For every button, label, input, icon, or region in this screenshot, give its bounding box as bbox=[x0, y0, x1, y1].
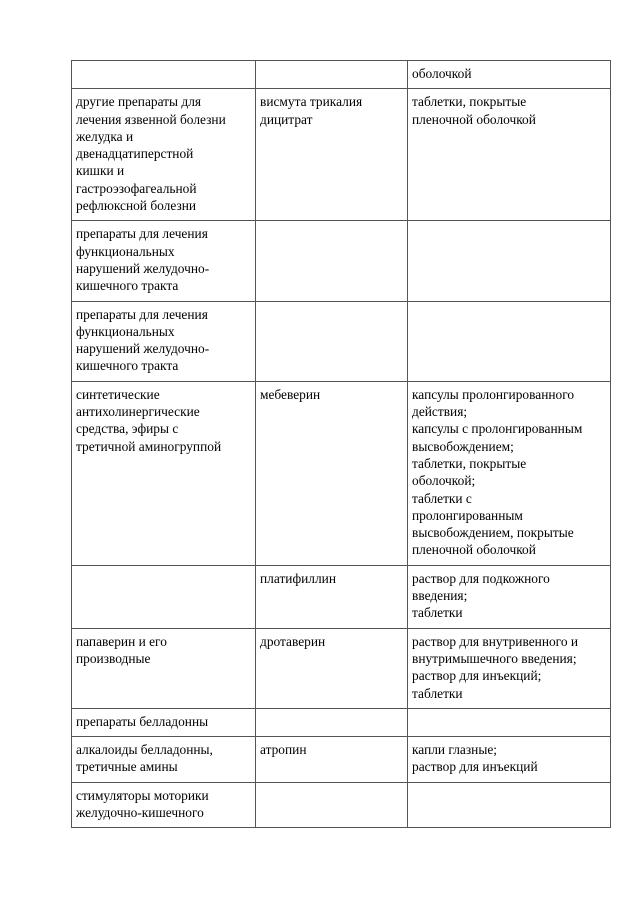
form-text-line: действия; bbox=[412, 404, 468, 420]
table-row bbox=[72, 708, 611, 736]
form-text-line: введения; bbox=[412, 588, 468, 604]
group-text-line: гастроэзофагеальной bbox=[76, 180, 197, 196]
group-text-line: препараты для лечения bbox=[76, 306, 208, 322]
atc-group-cell bbox=[72, 301, 256, 381]
form-text-line: высвобождением; bbox=[412, 438, 514, 454]
group-text-line: другие препараты для bbox=[76, 94, 202, 110]
atc-group-cell bbox=[72, 737, 256, 783]
drug-name-cell bbox=[256, 301, 408, 381]
drug-name-cell bbox=[256, 565, 408, 628]
atc-group-cell bbox=[72, 628, 256, 708]
group-text-line: антихолинергические bbox=[76, 404, 200, 420]
group-text-line: третичные амины bbox=[76, 759, 178, 775]
drug-name-cell bbox=[256, 381, 408, 565]
dosage-form-cell bbox=[408, 89, 611, 221]
form-text-line: раствор для инъекций bbox=[412, 759, 538, 775]
drug-text-line: атропин bbox=[260, 742, 307, 758]
dosage-form-cell bbox=[408, 782, 611, 828]
dosage-form-cell bbox=[408, 381, 611, 565]
table-row bbox=[72, 89, 611, 221]
dosage-form-cell bbox=[408, 708, 611, 736]
form-text-line: таблетки bbox=[412, 605, 463, 621]
group-text-line: функциональных bbox=[76, 243, 175, 259]
form-text-line: таблетки bbox=[412, 685, 463, 701]
table-row bbox=[72, 737, 611, 783]
group-text-line: кишечного тракта bbox=[76, 278, 179, 294]
dosage-form-cell bbox=[408, 301, 611, 381]
group-text-line: кишечного тракта bbox=[76, 358, 179, 374]
form-text-line: пленочной оболочкой bbox=[412, 542, 536, 558]
table-row bbox=[72, 782, 611, 828]
form-text-line: внутримышечного введения; bbox=[412, 650, 577, 666]
dosage-form-cell bbox=[408, 565, 611, 628]
group-text-line: желудочно-кишечного bbox=[76, 804, 204, 820]
drug-table bbox=[71, 60, 611, 828]
group-text-line: синтетические bbox=[76, 386, 160, 402]
group-text-line: лечения язвенной болезни bbox=[76, 111, 226, 127]
dosage-form-cell bbox=[408, 737, 611, 783]
form-text-line: капсулы пролонгированного bbox=[412, 386, 575, 402]
table-row bbox=[72, 221, 611, 301]
form-text-line: высвобождением, покрытые bbox=[412, 525, 574, 541]
form-text-line: таблетки, покрытые bbox=[412, 94, 527, 110]
group-text-line: нарушений желудочно- bbox=[76, 341, 210, 357]
atc-group-cell bbox=[72, 89, 256, 221]
form-text-line: капсулы с пролонгированным bbox=[412, 421, 583, 437]
group-text-line: кишки и bbox=[76, 163, 125, 179]
form-text-line: капли глазные; bbox=[412, 742, 497, 758]
group-text-line: алкалоиды белладонны, bbox=[76, 742, 213, 758]
table-row bbox=[72, 565, 611, 628]
group-text-line: нарушений желудочно- bbox=[76, 260, 210, 276]
table-row bbox=[72, 628, 611, 708]
form-text-line: пленочной оболочкой bbox=[412, 111, 536, 127]
form-text-line: таблетки, покрытые bbox=[412, 455, 527, 471]
group-text-line: желудка и bbox=[76, 128, 134, 144]
drug-name-cell bbox=[256, 782, 408, 828]
group-text-line: двенадцатиперстной bbox=[76, 146, 194, 162]
drug-name-cell bbox=[256, 628, 408, 708]
form-text-line: раствор для внутривенного и bbox=[412, 633, 579, 649]
drug-name-cell bbox=[256, 221, 408, 301]
table-row bbox=[72, 301, 611, 381]
group-text-line: стимуляторы моторики bbox=[76, 787, 209, 803]
group-text-line: функциональных bbox=[76, 323, 175, 339]
drug-text-line: дротаверин bbox=[260, 633, 326, 649]
dosage-form-cell bbox=[408, 628, 611, 708]
atc-group-cell bbox=[72, 381, 256, 565]
form-text-line: таблетки с bbox=[412, 490, 472, 506]
dosage-form-cell bbox=[408, 221, 611, 301]
group-text-line: третичной аминогруппой bbox=[76, 438, 222, 454]
atc-group-cell bbox=[72, 708, 256, 736]
form-text-line: пролонгированным bbox=[412, 507, 523, 523]
group-text-line: средства, эфиры с bbox=[76, 421, 179, 437]
atc-group-cell bbox=[72, 565, 256, 628]
drug-name-cell bbox=[256, 737, 408, 783]
group-text-line: препараты для лечения bbox=[76, 226, 208, 242]
form-text-line: оболочкой; bbox=[412, 473, 476, 489]
form-text-line: раствор для инъекций; bbox=[412, 668, 542, 684]
group-text-line: рефлюксной болезни bbox=[76, 198, 197, 214]
atc-group-cell bbox=[72, 61, 256, 89]
drug-name-cell bbox=[256, 708, 408, 736]
drug-text-line: мебеверин bbox=[260, 386, 321, 402]
group-text-line: производные bbox=[76, 650, 151, 666]
drug-text-line: платифиллин bbox=[260, 570, 337, 586]
table-body bbox=[72, 61, 611, 828]
dosage-form-cell bbox=[408, 61, 611, 89]
group-text-line: папаверин и его bbox=[76, 633, 167, 649]
drug-text-line: висмута трикалия bbox=[260, 94, 363, 110]
atc-group-cell bbox=[72, 221, 256, 301]
atc-group-cell bbox=[72, 782, 256, 828]
table-row bbox=[72, 61, 611, 89]
form-text-line: оболочкой bbox=[412, 66, 472, 81]
form-text-line: раствор для подкожного bbox=[412, 570, 550, 586]
drug-name-cell bbox=[256, 61, 408, 89]
drug-text-line: дицитрат bbox=[260, 111, 313, 127]
group-text-line: препараты белладонны bbox=[76, 713, 209, 729]
drug-name-cell bbox=[256, 89, 408, 221]
table-row bbox=[72, 381, 611, 565]
